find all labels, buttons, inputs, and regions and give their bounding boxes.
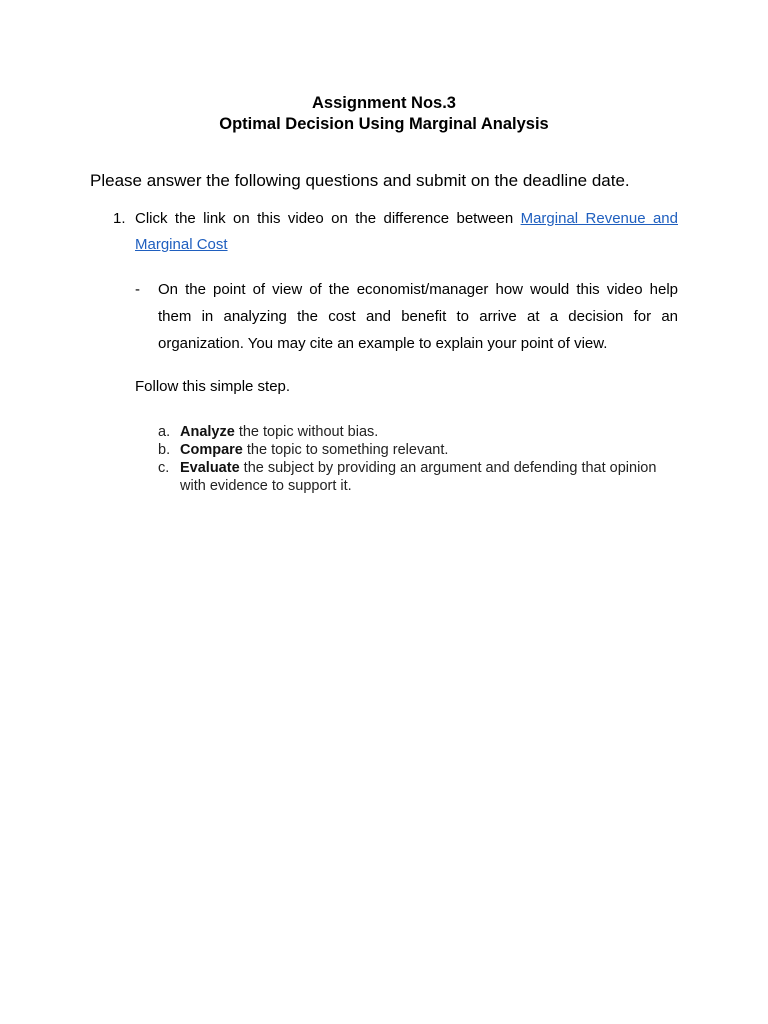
step-description: the subject by providing an argument and defending that opinion with evidence to support it.	[180, 460, 657, 494]
step-letter: a.	[158, 424, 171, 440]
step-keyword: Analyze	[180, 424, 235, 440]
steps-list	[158, 423, 678, 495]
step-keyword: Compare	[180, 442, 243, 458]
question-1-text	[135, 206, 678, 258]
document-title	[0, 93, 768, 135]
question-1	[113, 206, 678, 258]
list-item	[158, 459, 678, 495]
follow-steps-label: Follow this simple step.	[135, 378, 291, 395]
list-item	[158, 441, 678, 459]
step-letter: b.	[158, 442, 171, 458]
question-1-prefix: Click the link on this video on the difference between	[135, 210, 521, 227]
step-keyword: Evaluate	[180, 460, 240, 476]
title-line-2: Optimal Decision Using Marginal Analysis	[219, 115, 549, 133]
list-item	[158, 423, 678, 441]
sub-question	[135, 277, 678, 357]
sub-question-text: On the point of view of the economist/manager how would this video help them in analyzing the cost and benefit to arrive at a decision for an organization. You may cite an example to explain your point of view.	[158, 281, 678, 352]
title-line-1: Assignment Nos.3	[312, 94, 456, 112]
question-1-number: 1.	[113, 210, 126, 227]
step-description: the topic to something relevant.	[242, 442, 449, 458]
step-description: the topic without bias.	[234, 424, 379, 440]
video-link[interactable]: Marginal Revenue and Marginal Cost	[135, 210, 678, 253]
instructions-paragraph: Please answer the following questions and submit on the deadline date.	[90, 171, 630, 190]
bullet-marker: -	[135, 281, 140, 298]
step-letter: c.	[158, 460, 170, 476]
